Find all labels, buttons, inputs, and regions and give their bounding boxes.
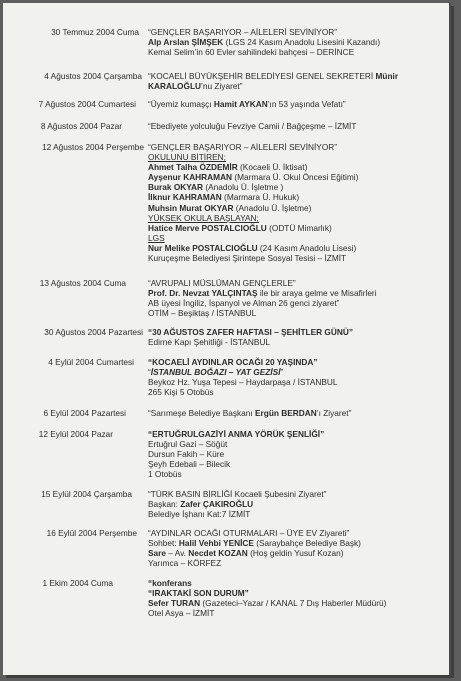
entry-body (148, 489, 445, 519)
line-segment: “AYDINLAR OCAĞI OTURMALARI – ÜYE EV Ziyareti” (148, 528, 350, 538)
line-segment: Münir (375, 71, 399, 81)
line-segment: (Kocaeli Ü. İktisat) (237, 162, 308, 173)
line-segment: (Marmara Ü. Hukuk) (221, 192, 300, 203)
entry-line (148, 27, 445, 37)
entry-line (148, 308, 445, 318)
line-segment: “ERTUĞRULGAZİYİ ANMA YÖRÜK ŞENLİĞİ” (148, 429, 325, 439)
entry-body (148, 142, 445, 263)
entry-date: 4 Ağustos 2004 Çarşamba (44, 71, 142, 81)
entry-body (148, 278, 445, 318)
entry-body (148, 408, 445, 418)
line-segment: Kemal Selim’in 60 Evler sahilindeki bahçesi – DERİNCE (148, 47, 355, 58)
line-segment: (24 Kasım Anadolu Lisesi) (257, 242, 357, 253)
entry-line (148, 548, 445, 558)
line-segment: LGS (148, 232, 165, 243)
entry-body (148, 71, 445, 91)
entry-date: 7 Ağustos 2004 Cumartesi (38, 99, 136, 109)
line-segment: Beykoz Hz. Yuşa Tepesi – Haydarpaşa / İSTANBUL (148, 377, 338, 388)
entry-line (148, 377, 445, 387)
line-segment: ’ı Ziyaret” (316, 408, 352, 418)
entry-line (148, 213, 445, 223)
entry-line (148, 588, 445, 598)
line-segment: Edirne Kapı Şehitliği - İSTANBUL (148, 337, 271, 348)
line-segment: – Av. (166, 548, 189, 559)
entry-line (148, 152, 445, 162)
line-segment: Nur Melike POSTALCIOĞLU (148, 242, 258, 253)
entry-line (148, 327, 445, 337)
entry-date: 16 Eylül 2004 Perşembe (46, 528, 137, 538)
line-segment: (Saraybahçe Belediye Başk) (253, 538, 361, 549)
line-segment: Yarımca – KÖRFEZ (148, 558, 222, 569)
entry-line (148, 203, 445, 213)
entry-line (148, 298, 445, 308)
line-segment: Ahmet Talha ÖZDEMİR (148, 162, 238, 173)
entry-line (148, 578, 445, 588)
line-segment: Kuruçeşme Belediyesi Şirintepe Sosyal Tesisi – İZMİT (148, 253, 347, 264)
line-segment: “ (148, 367, 151, 378)
entry-line (148, 357, 445, 367)
entry-line (148, 387, 445, 397)
line-segment: 265 Kişi 5 Otobüs (148, 387, 214, 398)
entry-line (148, 429, 445, 439)
entry-line (148, 449, 445, 459)
line-segment: Hamit AYKAN (213, 99, 268, 109)
line-segment: Şeyh Edebali – Bilecik (148, 459, 231, 470)
line-segment: “Sarımeşe Belediye Başkanı (148, 408, 255, 418)
line-segment: AB üyesi İngiliz, İspanyol ve Alman 26 genci ziyaret” (148, 298, 340, 309)
entry-line (148, 598, 445, 608)
line-segment: Burak OKYAR (148, 182, 204, 193)
line-segment: “GENÇLER BAŞARIYOR – AİLELERİ SEVİNİYOR” (148, 142, 338, 152)
entry-line (148, 337, 445, 347)
line-segment: ile bir araya gelme ve Misafirleri (257, 288, 377, 299)
entry-date: 15 Eylül 2004 Çarşamba (41, 489, 132, 499)
line-segment: Dursun Fakih – Küre (148, 449, 225, 460)
entry-body (148, 121, 445, 131)
line-segment: Sohbet: (148, 538, 179, 549)
line-segment: ’ın 53 yaşında Vefatı” (267, 99, 346, 109)
line-segment: “TÜRK BASIN BİRLİĞİ Kocaeli Şubesini Ziyaret” (148, 489, 327, 499)
line-segment: İSTANBUL BOĞAZI – YAT GEZİSİ (150, 367, 281, 378)
entry-line (148, 71, 445, 81)
page-shadow (449, 3, 451, 675)
entry-body (148, 429, 445, 479)
entry-line (148, 608, 445, 618)
entry-body (148, 27, 445, 57)
entry-line (148, 558, 445, 568)
entry-date: 1 Ekim 2004 Cuma (42, 578, 113, 588)
line-segment: YÜKSEK OKULA BAŞLAYAN; (148, 212, 259, 223)
entry-line (148, 223, 445, 233)
line-segment: “IRAKTAKİ SON DURUM” (148, 588, 249, 599)
entry-body (148, 357, 445, 397)
line-segment: “GENÇLER BAŞARIYOR – AİLELERİ SEVİNİYOR” (148, 27, 338, 37)
entry-line (148, 367, 445, 377)
line-segment: Hatice Merve POSTALCIOĞLU (148, 222, 267, 233)
entry-line (148, 469, 445, 479)
line-segment: OKULUNU BİTİREN; (148, 152, 226, 163)
entry-body (148, 327, 445, 347)
line-segment: “Üyemiz kumaşçı (148, 99, 214, 109)
line-segment: “Ebediyete yolculuğu Fevziye Camii / Bağçeşme – İZMİT (148, 121, 357, 131)
entry-line (148, 37, 445, 47)
entry-line (148, 233, 445, 243)
entry-line (148, 243, 445, 253)
entry-line (148, 499, 445, 509)
line-segment: Zafer ÇAKIROĞLU (180, 499, 254, 510)
entry-line (148, 528, 445, 538)
line-segment: Muhsin Murat OKYAR (148, 202, 234, 213)
line-segment: KARALOĞLU (148, 81, 202, 92)
line-segment: Ertuğrul Gazi – Söğüt (148, 439, 228, 450)
line-segment: Ergün BERDAN (255, 408, 317, 418)
entry-date: 12 Ağustos 2004 Perşembe (42, 142, 144, 152)
line-segment: Halil Vehbi YENİCE (178, 538, 254, 549)
line-segment: (Marmara Ü. Okul Öncesi Eğitimi) (232, 172, 359, 183)
line-segment: “30 AĞUSTOS ZAFER HAFTASI – ŞEHİTLER GÜNÜ” (148, 327, 353, 337)
line-segment: (Hoş geldin Yusuf Kozan) (247, 548, 344, 559)
entry-line (148, 288, 445, 298)
line-segment: Alp Arslan ŞİMŞEK (148, 37, 224, 48)
line-segment: (Gazeteci–Yazar / KANAL 7 Dış Haberler Müdürü) (200, 598, 387, 609)
line-segment: (Anadolu Ü. İşletme) (233, 202, 312, 213)
line-segment: Sare (148, 548, 166, 559)
entry-date: 8 Ağustos 2004 Pazar (40, 121, 122, 131)
entry-date: 13 Ağustos 2004 Cuma (39, 278, 126, 288)
line-segment: Otel Asya – İZMİT (148, 608, 215, 619)
line-segment: Prof. Dr. Nevzat YALÇINTAŞ (148, 288, 258, 299)
entry-line (148, 192, 445, 202)
line-segment: OTİM – Beşiktaş / İSTANBUL (148, 308, 257, 319)
line-segment: (Anadolu Ü. İşletme ) (203, 182, 284, 193)
entry-date: 6 Eylül 2004 Pazartesi (43, 408, 126, 418)
line-segment: 1 Otobüs (148, 469, 182, 480)
entry-date: 30 Ağustos 2004 Pazartesi (44, 327, 143, 337)
entry-line (148, 121, 445, 131)
entry-line (148, 408, 445, 418)
entry-line (148, 172, 445, 182)
entry-date: 12 Eylül 2004 Pazar (38, 429, 113, 439)
entry-line (148, 47, 445, 57)
entry-body (148, 578, 445, 618)
entry-line (148, 538, 445, 548)
entry-date: 4 Eylül 2004 Cumartesi (48, 357, 134, 367)
line-segment: Ayşenur KAHRAMAN (148, 172, 233, 183)
entry-line (148, 278, 445, 288)
line-segment: Necdet KOZAN (188, 548, 248, 559)
entry-date: 30 Temmuz 2004 Cuma (51, 27, 139, 37)
line-segment: Sefer TURAN (148, 598, 201, 609)
entry-line (148, 459, 445, 469)
line-segment: (LGS 24 Kasım Anadolu Lisesini Kazandı) (223, 37, 381, 48)
line-segment: “KOCAELİ AYDINLAR OCAĞI 20 YAŞINDA” (148, 357, 318, 367)
entry-body (148, 528, 445, 568)
entry-line (148, 99, 445, 109)
line-segment: “AVRUPALI MÜSLÜMAN GENÇLERLE” (148, 278, 296, 288)
entry-line (148, 162, 445, 172)
entry-line (148, 81, 445, 91)
line-segment: “konferans (148, 578, 192, 588)
entry-line (148, 439, 445, 449)
document-page (3, 3, 451, 675)
entry-line (148, 182, 445, 192)
line-segment: Belediye İşhanı Kat:7 İZMİT (148, 509, 251, 520)
entry-line (148, 489, 445, 499)
line-segment: Başkan: (148, 499, 181, 510)
line-segment: (ODTÜ Mimarlık) (266, 222, 332, 233)
entry-line (148, 253, 445, 263)
line-segment: ’nu Ziyaret” (201, 81, 243, 92)
entry-line (148, 509, 445, 519)
line-segment: “KOCAELİ BÜYÜKŞEHİR BELEDİYESİ GENEL SEKRETERİ (148, 71, 376, 81)
entry-line (148, 142, 445, 152)
line-segment: İlknur KAHRAMAN (148, 192, 222, 203)
line-segment: ” (280, 367, 284, 378)
entry-body (148, 99, 445, 109)
